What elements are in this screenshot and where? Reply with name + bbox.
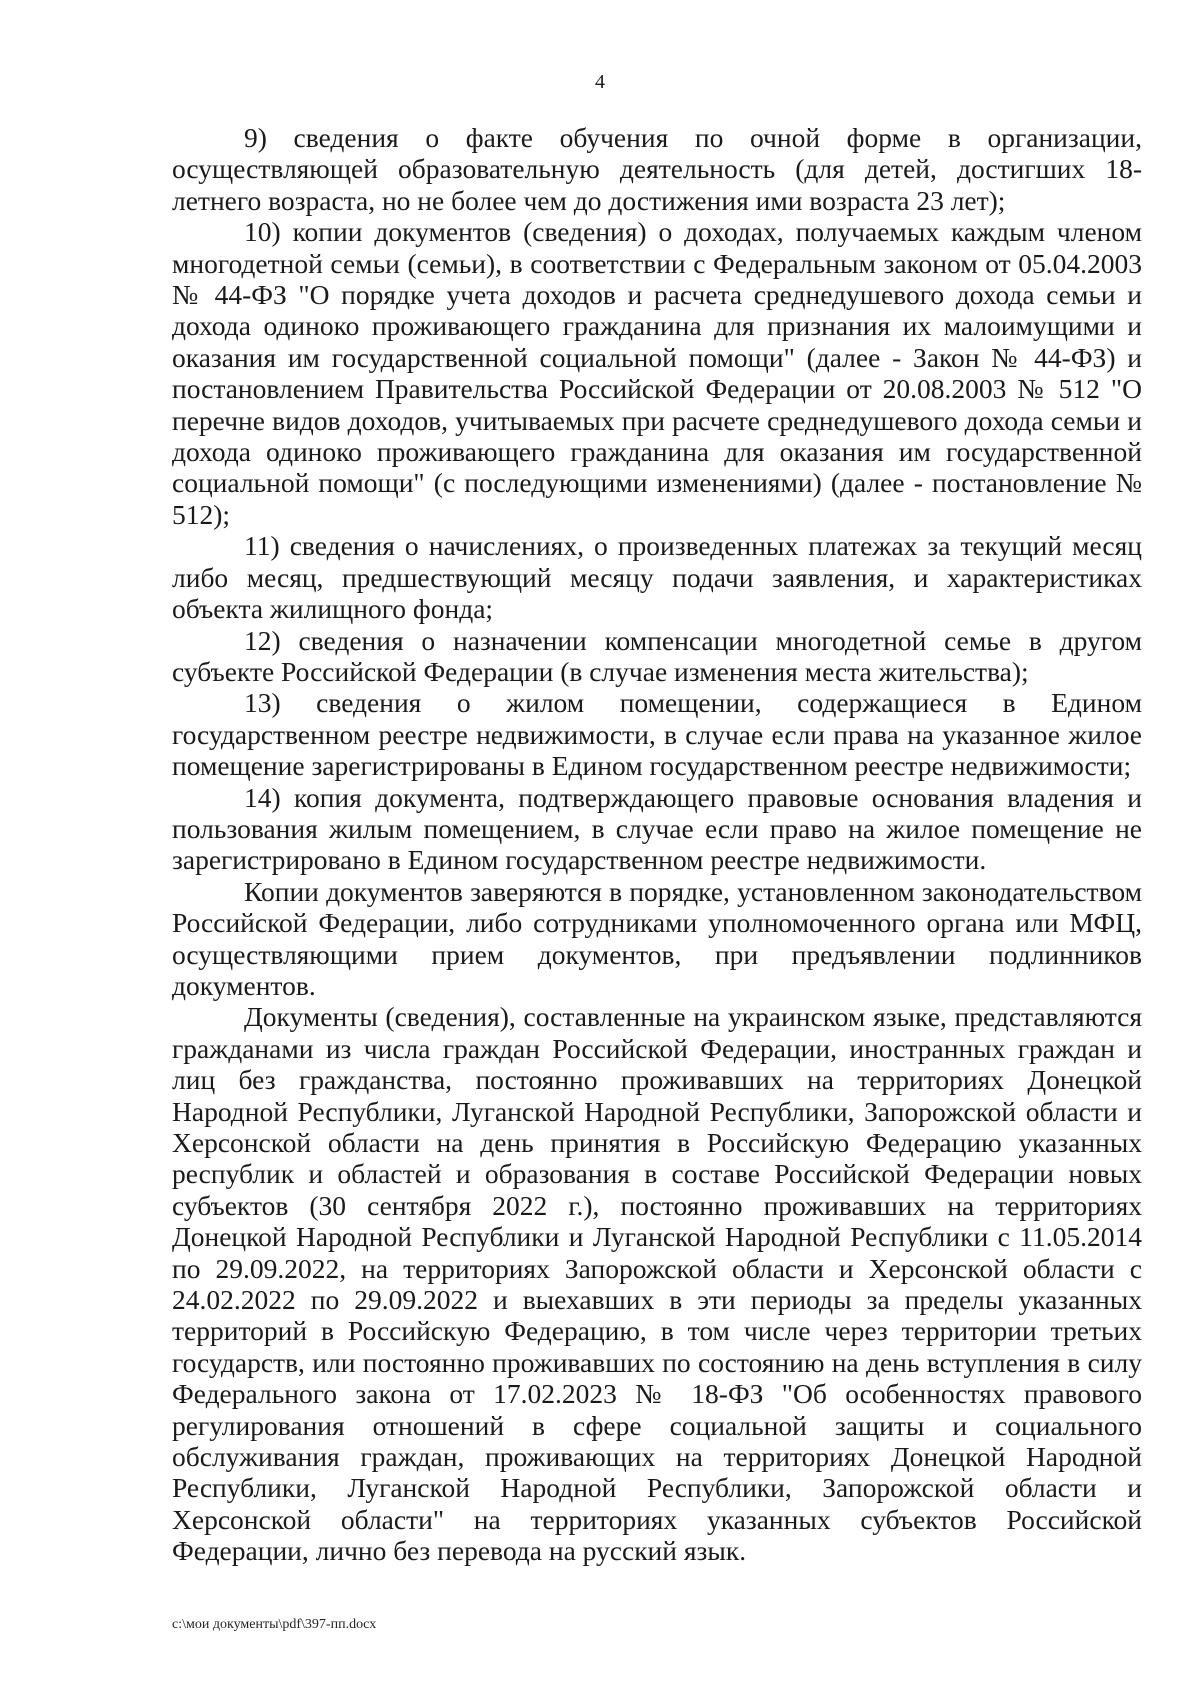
paragraph-item-13: 13) сведения о жилом помещении, содержащиеся в Едином государственном реестре недвижимости, в случае если права на указанное жилое помещение зарегистрированы в Едином государственном реестре недвижимости;	[172, 687, 1142, 782]
paragraph-copies-certification: Копии документов заверяются в порядке, установленном законодательством Российской Федерации, либо сотрудниками уполномоченного органа или МФЦ, осуществляющими прием документов, при предъявлении подлинников документов.	[172, 875, 1142, 1001]
paragraph-item-14: 14) копия документа, подтверждающего правовые основания владения и пользования жилым помещением, в случае если право на жилое помещение не зарегистрировано в Едином государственном реестре недвижимости.	[172, 781, 1142, 876]
paragraph-item-12: 12) сведения о назначении компенсации многодетной семье в другом субъекте Российской Федерации (в случае изменения места жительства);	[172, 624, 1142, 687]
paragraph-item-10: 10) копии документов (сведения) о доходах, получаемых каждым членом многодетной семьи (семьи), в соответствии с Федеральным законом от 05.04.2003 № 44-ФЗ "О порядке учета доходов и расчета среднедушевого дохода семьи и дохода одиноко проживающего гражданина для признания их малоимущими и оказания им государственной социальной помощи" (далее - Закон № 44-ФЗ) и постановлением Правительства Российской Федерации от 20.08.2003 № 512 "О перечне видов доходов, учитываемых при расчете среднедушевого дохода семьи и дохода одиноко проживающего гражданина для оказания им государственной социальной помощи" (с последующими изменениями) (далее - постановление № 512);	[172, 216, 1142, 530]
page-number: 4	[595, 71, 605, 93]
footer-file-path: c:\мои документы\pdf\397-пп.docx	[172, 1617, 377, 1632]
paragraph-item-9: 9) сведения о факте обучения по очной форме в организации, осуществляющей образовательную деятельность (для детей, достигших 18-летнего возраста, но не более чем до достижения ими возраста 23 лет);	[172, 122, 1142, 216]
paragraph-ukrainian-documents: Документы (сведения), составленные на украинском языке, представляются гражданами из числа граждан Российской Федерации, иностранных граждан и лиц без гражданства, постоянно проживавших на территориях Донецкой Народной Республики, Луганской Народной Республики, Запорожской области и Херсонской области на день принятия в Российскую Федерацию указанных республик и областей и образования в составе Российской Федерации новых субъектов (30 сентября 2022 г.), постоянно проживавших на территориях Донецкой Народной Республики и Луганской Народной Республики с 11.05.2014 по 29.09.2022, на территориях Запорожской области и Херсонской области с 24.02.2022 по 29.09.2022 и выехавших в эти периоды за пределы указанных территорий в Российскую Федерацию, в том числе через территории третьих государств, или постоянно проживавших по состоянию на день вступления в силу Федерального закона от 17.02.2023 № 18-ФЗ "Об особенностях правового регулирования отношений в сфере социальной защиты и социального обслуживания граждан, проживающих на территориях Донецкой Народной Республики, Луганской Народной Республики, Запорожской области и Херсонской области" на территориях указанных субъектов Российской Федерации, лично без перевода на русский язык.	[172, 1001, 1142, 1567]
document-body	[172, 122, 1142, 1567]
paragraph-item-11: 11) сведения о начислениях, о произведенных платежах за текущий месяц либо месяц, предшествующий месяцу подачи заявления, и характеристиках объекта жилищного фонда;	[172, 530, 1142, 625]
